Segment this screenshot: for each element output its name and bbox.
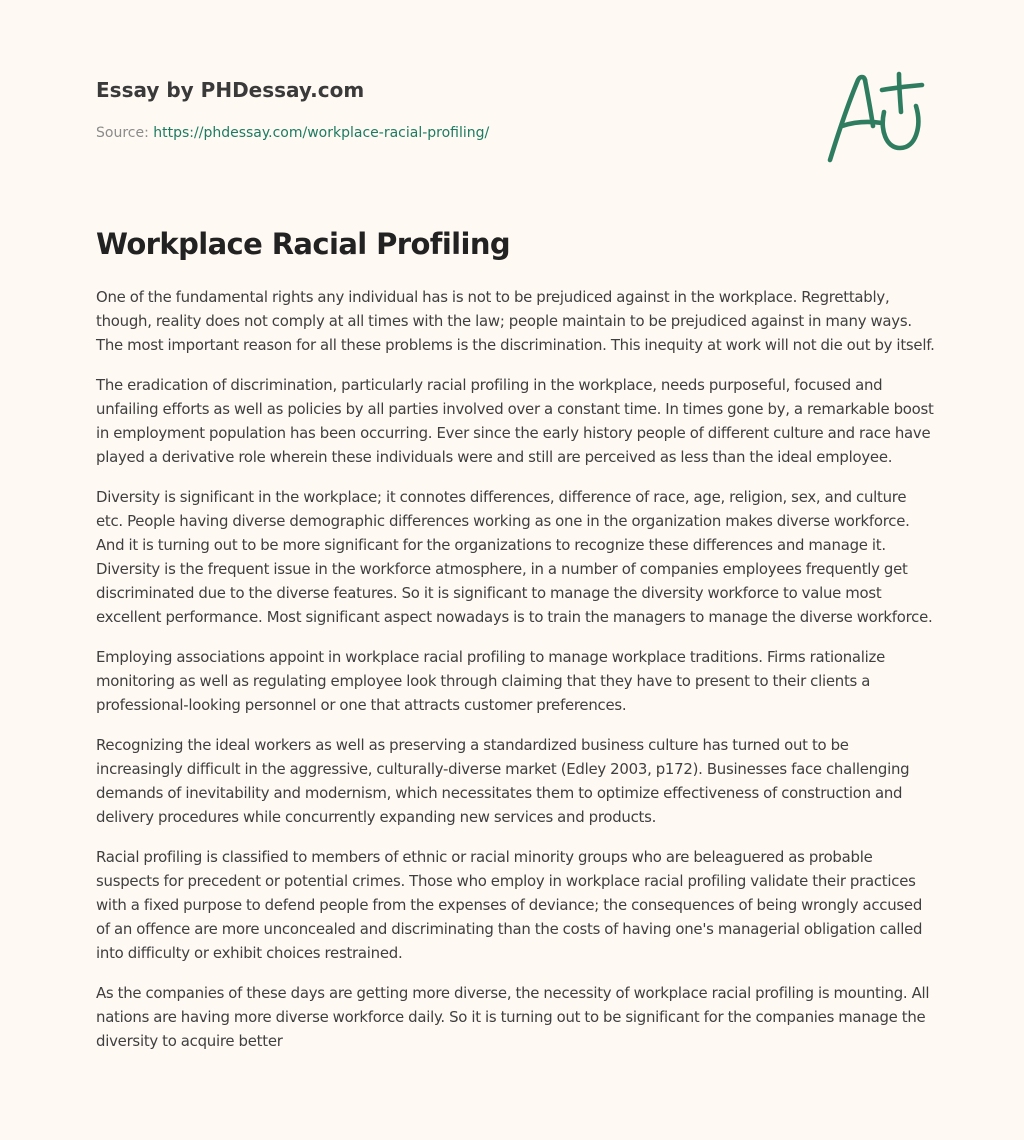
essay-body (96, 285, 936, 1069)
paragraph: As the companies of these days are getting more diverse, the necessity of workplace racial profiling is mounting. All nations are having more diverse workforce daily. So it is turning out to be significant for the companies manage the diversity to acquire better (96, 984, 930, 1050)
page (96, 0, 936, 1140)
paragraph: Diversity is significant in the workplace; it connotes differences, difference of race, age, religion, sex, and culture etc. People having diverse demographic differences working as one in the organization makes diverse workforce. And it is turning out to be more significant for the organizations to recognize these differences and manage it. Diversity is the frequent issue in the workforce atmosphere, in a number of companies employees frequently get discriminated due to the diverse features. So it is significant to manage the diversity workforce to value most excellent performance. Most significant aspect nowadays is to train the managers to manage the diverse workforce. (96, 488, 933, 626)
source-label: Source: (96, 125, 149, 141)
essay-title: Workplace Racial Profiling (96, 227, 511, 261)
header (96, 76, 936, 186)
a-plus-logo-icon (824, 68, 928, 164)
paragraph: Employing associations appoint in workplace racial profiling to manage workplace traditions. Firms rationalize monitoring as well as regulating employee look through claiming that they have to present to their clients a professional-looking personnel or one that attracts customer preferences. (96, 648, 886, 714)
brand-title: Essay by PHDessay.com (96, 78, 365, 102)
paragraph: Racial profiling is classified to members of ethnic or racial minority groups who are beleaguered as probable suspects for precedent or potential crimes. Those who employ in workplace racial profiling validate their practices with a fixed purpose to defend people from the expenses of deviance; the consequences of being wrongly accused of an offence are more unconcealed and discriminating than the costs of having one's managerial obligation called into difficulty or exhibit choices restrained. (96, 848, 923, 962)
paragraph: The eradication of discrimination, particularly racial profiling in the workplace, needs purposeful, focused and unfailing efforts as well as policies by all parties involved over a constant time. In times gone by, a remarkable boost in employment population has been occurring. Ever since the early history people of different culture and race have played a derivative role wherein these individuals were and still are perceived as less than the ideal employee. (96, 376, 934, 466)
source-line (96, 123, 489, 143)
paragraph: One of the fundamental rights any individual has is not to be prejudiced against in the workplace. Regrettably, though, reality does not comply at all times with the law; people maintain to be prejudiced against in many ways. The most important reason for all these problems is the discrimination. This inequity at work will not die out by itself. (96, 288, 935, 354)
source-link[interactable]: https://phdessay.com/workplace-racial-profiling/ (153, 125, 490, 141)
paragraph: Recognizing the ideal workers as well as preserving a standardized business culture has turned out to be increasingly difficult in the aggressive, culturally-diverse market (Edley 2003, p172). Businesses face challenging demands of inevitability and modernism, which necessitates them to optimize effectiveness of construction and delivery procedures while concurrently expanding new services and products. (96, 736, 910, 826)
